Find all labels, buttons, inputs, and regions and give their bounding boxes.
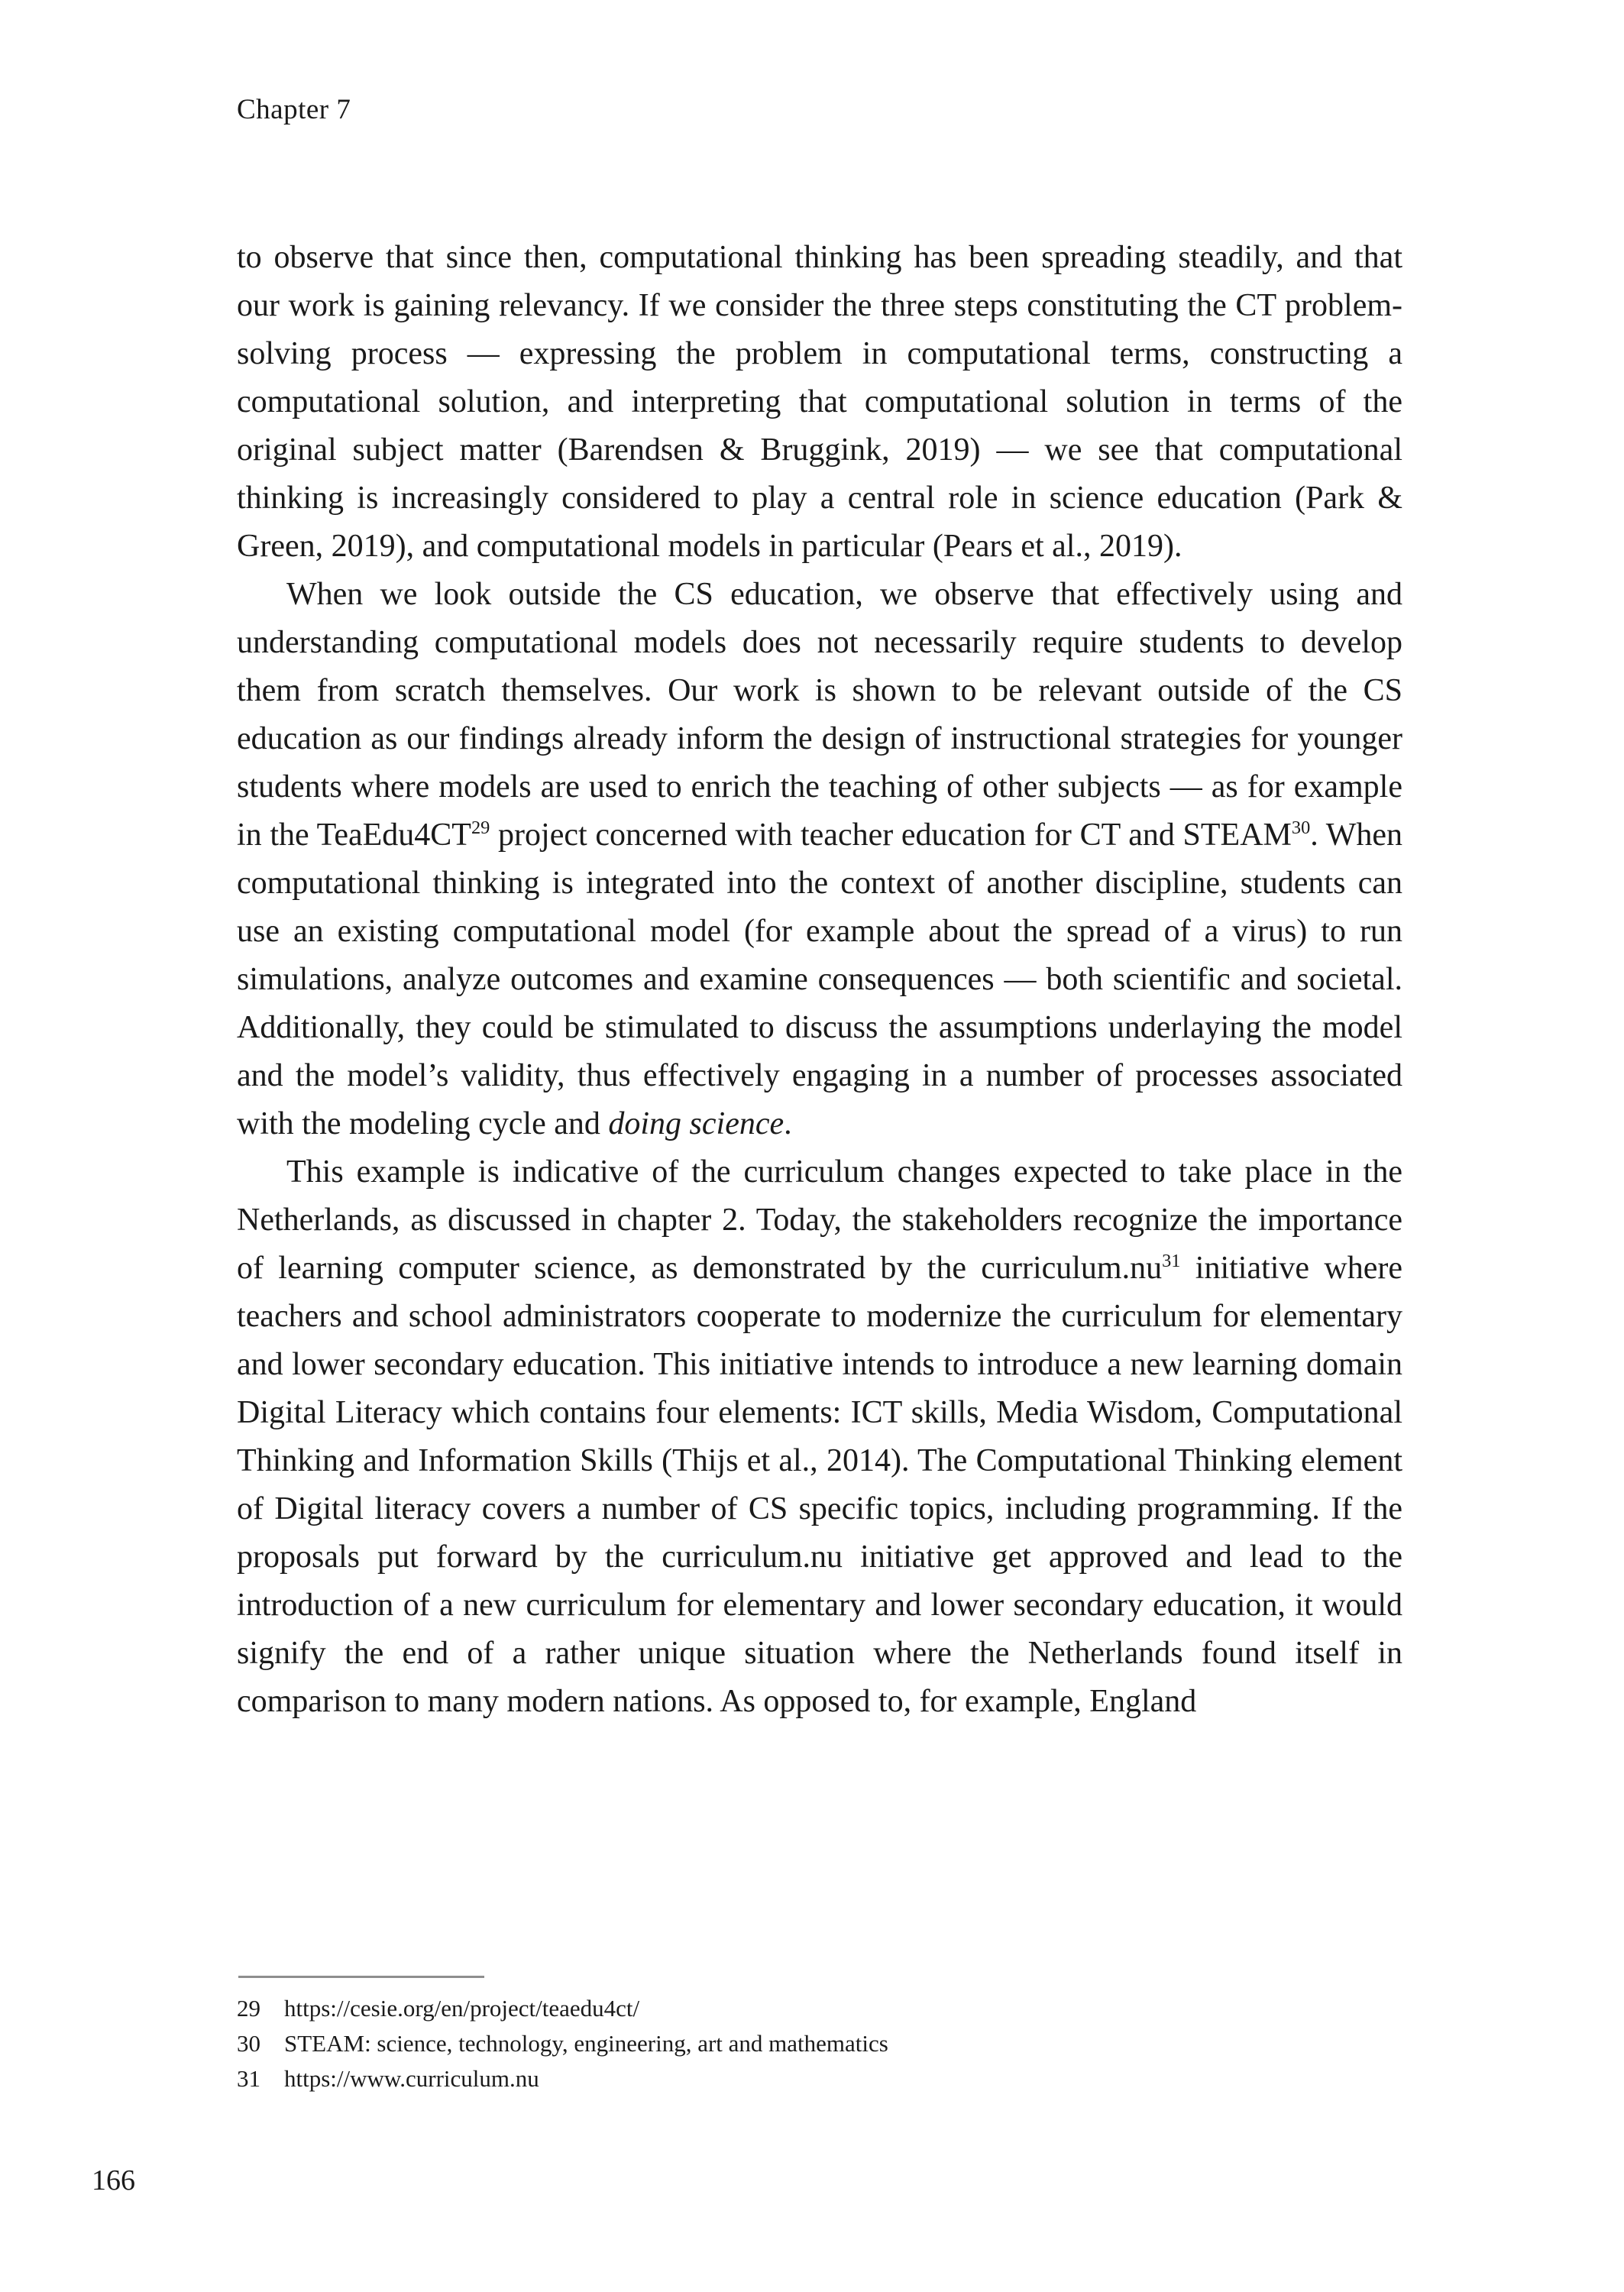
running-header: Chapter 7: [237, 94, 351, 125]
page-number: 166: [92, 2164, 135, 2196]
footnote-text: https://cesie.org/en/project/teaedu4ct/: [284, 1995, 640, 2022]
emphasis-text: doing science: [608, 1106, 785, 1141]
paragraph-1: to observe that since then, computational thinking has been spreading steadily, and that our work is gaining relevancy. If we consider the three steps constituting the CT problem-solving process — expressing the problem in computational terms, constructing a computational solution, and interpreting that computational solution in terms of the original subject matter (Barendsen & Bruggink, 2019) — we see that computational thinking is increasingly considered to play a central role in science education (Park & Green, 2019), and computational models in particular (Pears et al., 2019).: [237, 240, 1402, 564]
footnote-number: 29: [237, 1995, 260, 2022]
footnote-reference: 31: [1162, 1251, 1181, 1271]
footnote-number: 30: [237, 2030, 260, 2057]
footnote-separator: [238, 1976, 484, 1978]
footnote-reference: 30: [1291, 817, 1311, 838]
paragraph-3: This example is indicative of the curriculum changes expected to take place in the Netherlands, as discussed in chapter 2. Today, the stakeholders recognize the importance of learning computer science, as demonstrated by the $curriculum.nu^{31}$ initiative where teachers and school administrators cooperate to modernize the curriculum for elementary and lower secondary education. This initiative intends to introduce a new learning domain Digital Literacy which contains four elements: ICT skills, Media Wisdom, Computational Thinking and Information Skills (Thijs et al., 2014). The Computational Thinking element of Digital literacy covers a number of CS specific topics, including programming. If the proposals put forward by the curriculum.nu initiative get approved and lead to the introduction of a new curriculum for elementary and lower secondary education, it would signify the end of a rather unique situation where the Netherlands found itself in comparison to many modern nations. As opposed to, for example, England: [237, 1154, 1402, 1719]
body-text: [237, 234, 1402, 1726]
footnote-31: [237, 2061, 1402, 2096]
footnote-reference: 29: [471, 817, 490, 838]
footnotes: [237, 1991, 1402, 2096]
footnote-30: [237, 2026, 1402, 2061]
footnote-29: [237, 1991, 1402, 2026]
footnote-text: STEAM: science, technology, engineering, art and mathematics: [284, 2030, 888, 2057]
footnote-number: 31: [237, 2065, 260, 2092]
footnote-text: https://www.curriculum.nu: [284, 2065, 539, 2092]
paragraph-2: When we look outside the CS education, we observe that effectively using and understanding computational models does not necessarily require students to develop them from scratch themselves. Our work is shown to be relevant outside of the CS education as our findings already inform the design of instructional strategies for younger students where models are used to enrich the teaching of other subjects — as for example in the TeaEdu4CT$^{29}$ project concerned with teacher education for CT and STEAM$^{30}$. When computational thinking is integrated into the context of another discipline, students can use an existing computational model (for example about the spread of a virus) to run simulations, analyze outcomes and examine consequences — both scientific and societal. Additionally, they could be stimulated to discuss the assumptions underlaying the model and the model’s validity, thus effectively engaging in a number of processes associated with the modeling cycle and doing science.: [237, 577, 1402, 1141]
